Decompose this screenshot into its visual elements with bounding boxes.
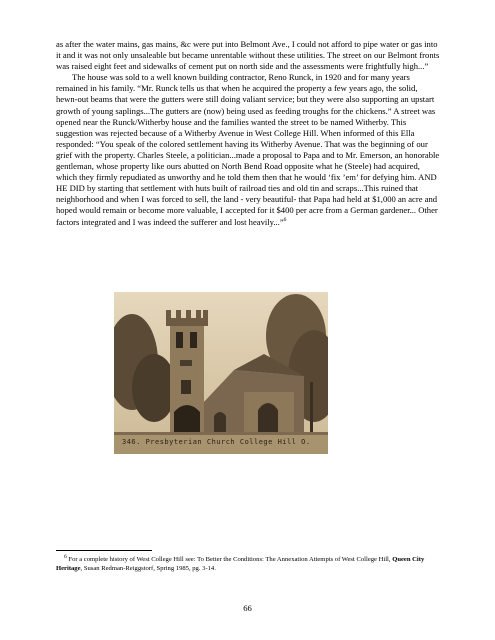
church-photo	[114, 292, 328, 454]
paragraph-1: as after the water mains, gas mains, &c were put into Belmont Ave., I could not afford to pipe water or gas into it and it was not only unsaleable but became unrentable without these utilities. The street on our Belmont fronts was raised eight feet and sidewalks of cement put on north side and the assessments were frightfully high...”	[56, 39, 440, 72]
paragraph-2	[56, 72, 440, 227]
photo-caption: 346. Presbyterian Church College Hill O.	[122, 438, 311, 446]
church-photo-illustration	[114, 292, 328, 454]
footnote-publication: Queen City Heritage	[56, 556, 425, 572]
footnote-reference: 6	[283, 216, 287, 223]
footnote-text	[56, 553, 440, 573]
footnote-divider	[56, 550, 152, 551]
page-number: 66	[243, 603, 252, 613]
footnote-marker: 6	[64, 553, 67, 560]
footnote-body-after: , Susan Redman-Reiggstorf, Spring 1985, pg. 3-14.	[80, 564, 216, 572]
footnote-body-before: For a complete history of West College Hill see: To Better the Conditions: The Annexation Attempts of West College Hill,	[66, 556, 393, 563]
body-text	[56, 39, 440, 228]
paragraph-2-text: The house was sold to a well known building contractor, Reno Runck, in 1920 and for many years remained in his family. “Mr. Runck tells us that when he acquired the property a few years ago, the solid, hewn-out beams that were the gutters were still doing valiant service; but they were also supporting an upstart growth of young saplings...The gutters are (now) being used as feeding troughs for the chickens.” A street was opened near the Runck/Witherby house and the families wanted the street to be named Witherby. This suggestion was rejected because of a Witherby Avenue in West College Hill. When informed of this Ella responded: “You speak of the colored settlement having its Witherby Avenue. That was the beginning of our grief with the property. Charles Steele, a politician...made a proposal to Papa and to Mr. Emerson, an honorable gentleman, whose property like ours abutted on North Bend Road opposite what he (Steele) had acquired, which they firmly repudiated as unworthy and he told them then that he would ‘fix ’em’ for defying him. AND HE DID by starting that settlement with huts built of railroad ties and old tin and scraps...This ruined that neighborhood and when I was forced to sell, the land - very beautiful- that Papa had held at $1,000 an acre and hoped would remain or become more valuable, I accepted for it $400 per acre from a German gardener... Other factors integrated and I was indeed the sufferer and lost heavily...”	[56, 72, 440, 227]
footnote	[56, 553, 440, 573]
